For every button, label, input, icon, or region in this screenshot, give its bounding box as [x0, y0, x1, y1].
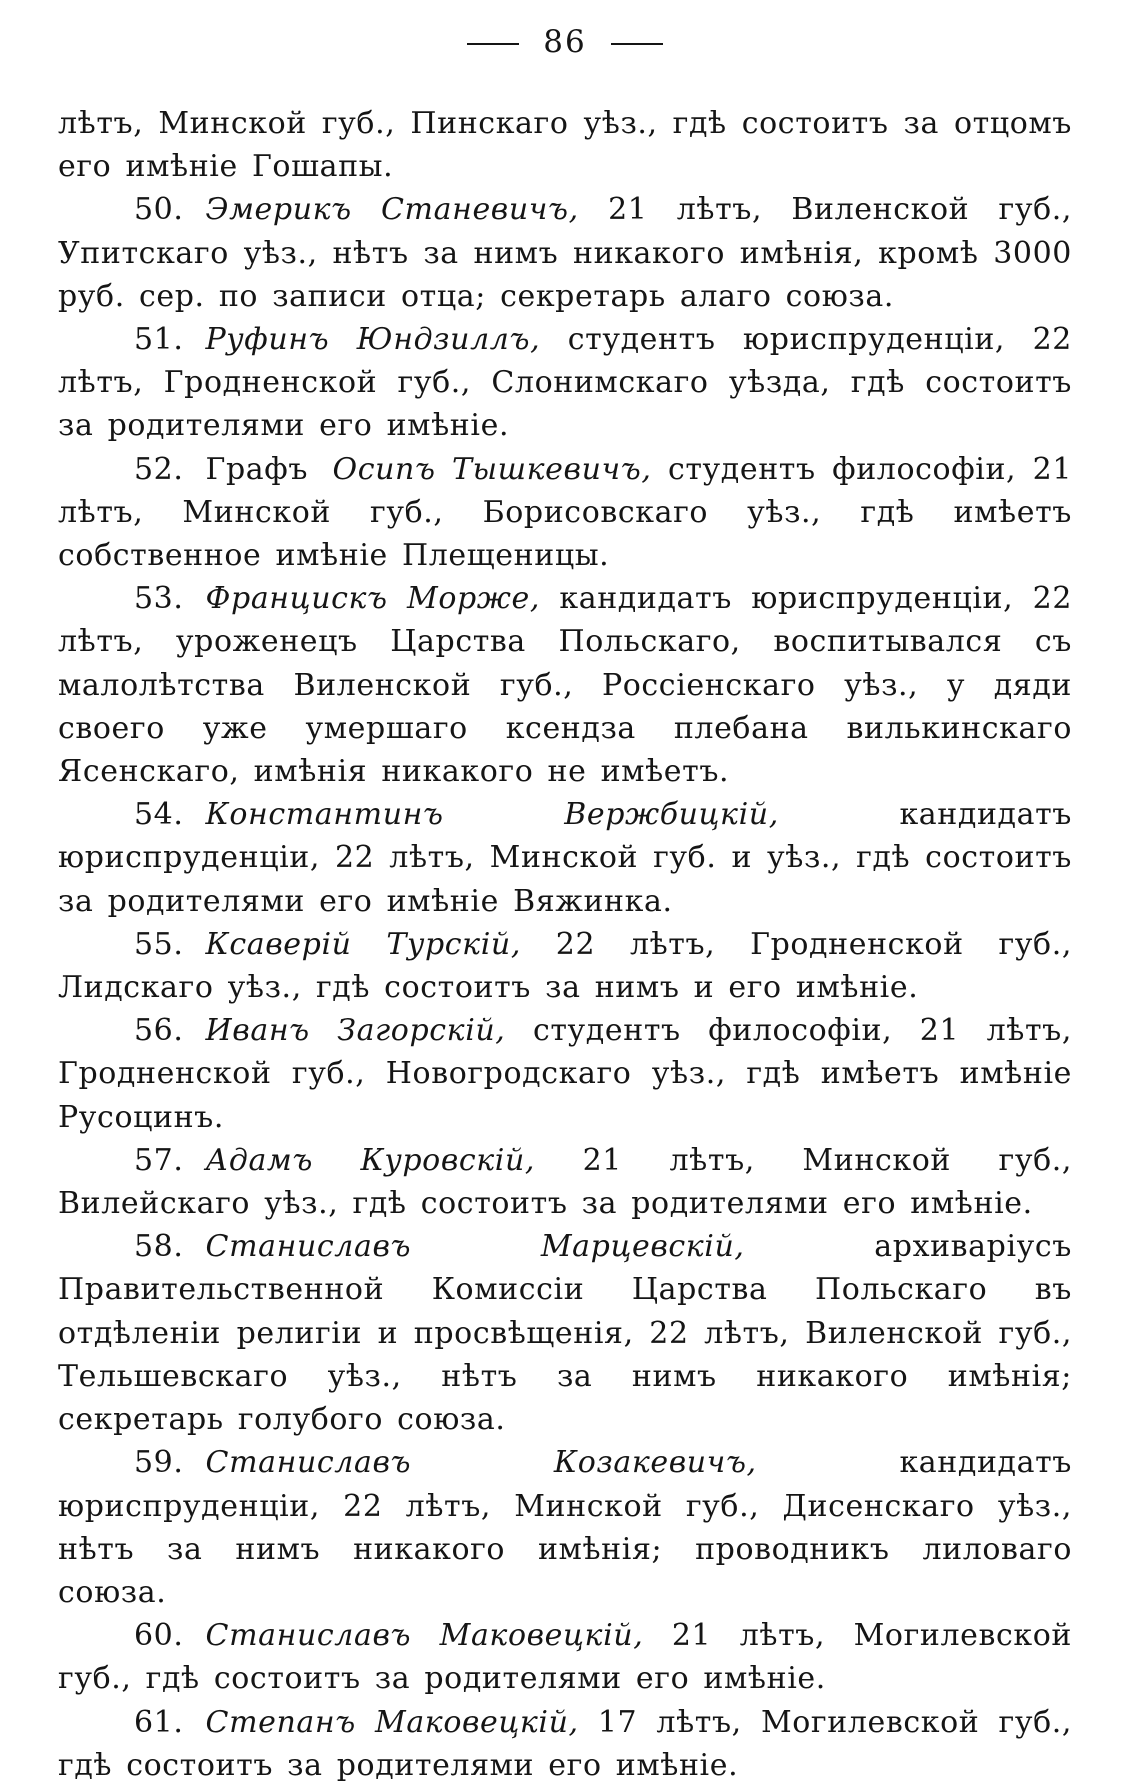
entry-text: 17 лѣтъ, Могилевской губ., гдѣ состоитъ за родителями его имѣніе. — [58, 1704, 1073, 1783]
right-dash — [611, 43, 663, 45]
entry-text: 21 лѣтъ, Минской губ., Вилейскаго уѣз., гдѣ состоитъ за родителями его имѣніе. — [58, 1142, 1072, 1222]
entry-paragraph — [58, 1009, 1072, 1139]
entry-text: кандидатъ юриспруденціи, 22 лѣтъ, Минской губ., Дисенскаго уѣз., нѣтъ за нимъ никакого имѣнія; проводникъ лиловаго союза. — [58, 1445, 1072, 1610]
entry-list — [58, 188, 1072, 1787]
entry-person-name: Станиславъ Маковецкій, — [205, 1618, 644, 1654]
entry-person-name: Эмерикъ Станевичъ, — [205, 192, 579, 228]
entry-number: 54. — [134, 797, 184, 833]
entry-paragraph — [58, 793, 1072, 923]
entry-paragraph — [58, 448, 1072, 578]
entry-text: 21 лѣтъ, Могилевской губ., гдѣ состоитъ за родителями его имѣніе. — [58, 1618, 1072, 1697]
entry-number: 61. — [134, 1704, 184, 1740]
entry-paragraph — [58, 1139, 1072, 1225]
entry-title: Графъ — [205, 451, 309, 487]
left-dash — [467, 43, 519, 45]
entry-number: 52. — [134, 451, 184, 487]
entry-text: кандидатъ юриспруденціи, 22 лѣтъ, Минской губ. и уѣз., гдѣ состоитъ за родителями его имѣніе Вяжинка. — [58, 797, 1072, 919]
entry-person-name: Степанъ Маковецкій, — [205, 1704, 579, 1740]
entry-number: 55. — [134, 926, 184, 962]
entry-number: 53. — [134, 581, 184, 617]
entry-paragraph — [58, 923, 1072, 1009]
entry-text: архиваріусъ Правительственной Комиссіи Царства Польскаго въ отдѣленіи религіи и просвѣщенія, 22 лѣтъ, Виленской губ., Тельшевскаго уѣз., нѣтъ за нимъ никакого имѣнія; секретарь голубого союза. — [58, 1229, 1072, 1438]
entry-paragraph — [58, 1701, 1072, 1787]
entry-number: 57. — [134, 1142, 184, 1178]
page-number: 86 — [543, 24, 587, 60]
entry-paragraph — [58, 188, 1072, 318]
page-header — [58, 18, 1072, 66]
entry-person-name: Станиславъ Марцевскій, — [205, 1229, 745, 1265]
entry-text: кандидатъ юриспруденціи, 22 лѣтъ, уроженецъ Царства Польскаго, воспитывался съ малолѣтства Виленской губ., Россіенскаго уѣз., у дяди своего уже умершаго ксендза плебана вилькинскаго Ясенскаго, имѣнія никакого не имѣетъ. — [58, 581, 1073, 790]
entry-text: 22 лѣтъ, Гродненской губ., Лидскаго уѣз., гдѣ состоитъ за нимъ и его имѣніе. — [58, 926, 1072, 1006]
entry-person-name: Ксаверій Турскій, — [205, 926, 521, 962]
entry-person-name: Иванъ Загорскій, — [205, 1013, 506, 1049]
entry-text: 21 лѣтъ, Виленской губ., Упитскаго уѣз., нѣтъ за нимъ никакого имѣнія, кромѣ 3000 руб. сер. по записи отца; секретарь алаго союза. — [58, 192, 1072, 314]
entry-paragraph — [58, 577, 1072, 793]
document-page — [58, 18, 1072, 1787]
entry-person-name: Константинъ Вержбицкій, — [205, 797, 779, 833]
entry-paragraph — [58, 1225, 1072, 1441]
entry-number: 51. — [134, 322, 184, 358]
entry-paragraph — [58, 318, 1072, 448]
entry-text: студентъ юриспруденціи, 22 лѣтъ, Гродненской губ., Слонимскаго уѣзда, гдѣ состоитъ за родителями его имѣніе. — [58, 322, 1072, 444]
entry-number: 59. — [134, 1445, 184, 1481]
entry-number: 50. — [134, 192, 184, 228]
entry-number: 58. — [134, 1229, 184, 1265]
entry-paragraph — [58, 1441, 1072, 1614]
entry-person-name: Станиславъ Козакевичъ, — [205, 1445, 757, 1481]
entry-number: 60. — [134, 1618, 184, 1654]
entry-person-name: Руфинъ Юндзиллъ, — [205, 322, 541, 358]
entry-number: 56. — [134, 1013, 184, 1049]
continuation-paragraph: лѣтъ, Минской губ., Пинскаго уѣз., гдѣ состоитъ за отцомъ его имѣніе Гошапы. — [58, 106, 1072, 185]
entry-person-name: Адамъ Куровскій, — [205, 1142, 536, 1178]
entry-text: студентъ философіи, 21 лѣтъ, Минской губ., Борисовскаго уѣз., гдѣ имѣетъ собственное имѣніе Плещеницы. — [58, 451, 1073, 574]
entry-text: студентъ философіи, 21 лѣтъ, Гродненской губ., Новогродскаго уѣз., гдѣ имѣетъ имѣніе Русоцинъ. — [58, 1013, 1072, 1135]
entry-person-name: Осипъ Тышкевичъ, — [332, 451, 652, 487]
entry-person-name: Францискъ Морже, — [205, 581, 540, 617]
entry-paragraph — [58, 1614, 1072, 1700]
